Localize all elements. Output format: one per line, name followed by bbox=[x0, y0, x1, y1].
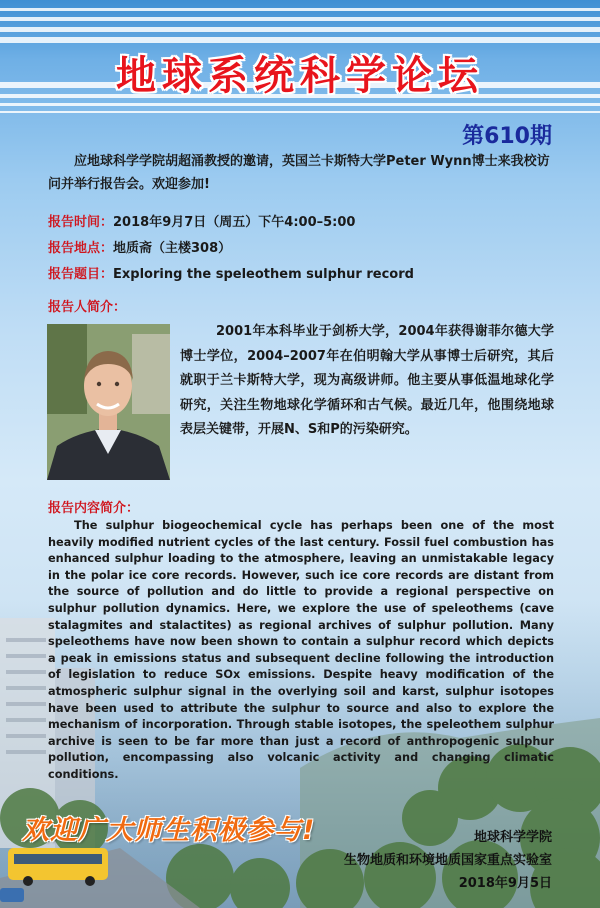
speaker-photo bbox=[47, 324, 170, 480]
speaker-bio: 2001年本科毕业于剑桥大学，2004年获得谢菲尔德大学博士学位，2004–2007年在伯明翰大学从事博士后研究，其后就职于兰卡斯特大学，现为高级讲师。他主要从事低温地球化学研究，关注生物地球化学循环和古气候。最近几年，他围绕地球表层关键带，开展N、S和P的污染研究。 bbox=[180, 324, 554, 437]
organizer-lab: 生物地质和环境地质国家重点实验室 bbox=[343, 853, 552, 868]
notice-date: 2018年9月5日 bbox=[458, 876, 552, 891]
report-time bbox=[48, 211, 355, 230]
abstract-text: The sulphur biogeochemical cycle has perhaps been one of the most heavily modified nutrient cycles of the last century. Fossil fuel combustion has enhanced sulphur loading to the atmosphere, leaving an unmistakable legacy in the polar ice core records. However, such ice core records are distant from the source of pollution and do little to provide a regional perspective on sulphur pollution dynamics. Here, we explore the use of speleothems (cave stalagmites and stalactites) as regional archives of sulphur pollution. Many speleothems have now been shown to contain a sulphur record which depicts a peak in emissions status and subsequent decline following the introduction of legislation to reduce SOx emissions. Despite heavy modification of the atmospheric sulphur signal in the overlying soil and karst, sulphur isotopes have been used to attribute the sulphur to source and also to explore the mechanism of incorporation. Through stable isotopes, the speleothem sulphur archive is seen to be far more than just a record of anthropogenic sulphur pollution, encompassing also volcanic activity and changing climatic conditions. bbox=[48, 519, 554, 781]
report-time-label: 报告时间： bbox=[48, 215, 114, 230]
report-place bbox=[48, 237, 231, 256]
speaker-portrait-illustration bbox=[47, 324, 170, 480]
report-topic-label: 报告题目： bbox=[48, 267, 114, 282]
organizer-school: 地球科学学院 bbox=[473, 830, 552, 845]
report-place-label: 报告地点： bbox=[48, 241, 114, 256]
intro-text: 应地球科学学院胡超涌教授的邀请，英国兰卡斯特大学Peter Wynn博士来我校访问并举行报告会。欢迎参加! bbox=[48, 154, 550, 192]
report-topic-value: Exploring the speleothem sulphur record bbox=[113, 267, 414, 282]
abstract-heading: 报告内容简介： bbox=[48, 501, 140, 516]
report-time-value: 2018年9月7日（周五）下午4:00–5:00 bbox=[113, 215, 356, 230]
issue-number: 第610期 bbox=[462, 124, 552, 149]
welcome-slogan: 欢迎广大师生积极参与! bbox=[22, 815, 316, 846]
poster-title: 地球系统科学论坛 bbox=[116, 53, 484, 99]
report-place-value: 地质斋（主楼308） bbox=[113, 241, 232, 256]
report-topic bbox=[48, 263, 414, 282]
speaker-heading: 报告人简介： bbox=[48, 300, 127, 315]
